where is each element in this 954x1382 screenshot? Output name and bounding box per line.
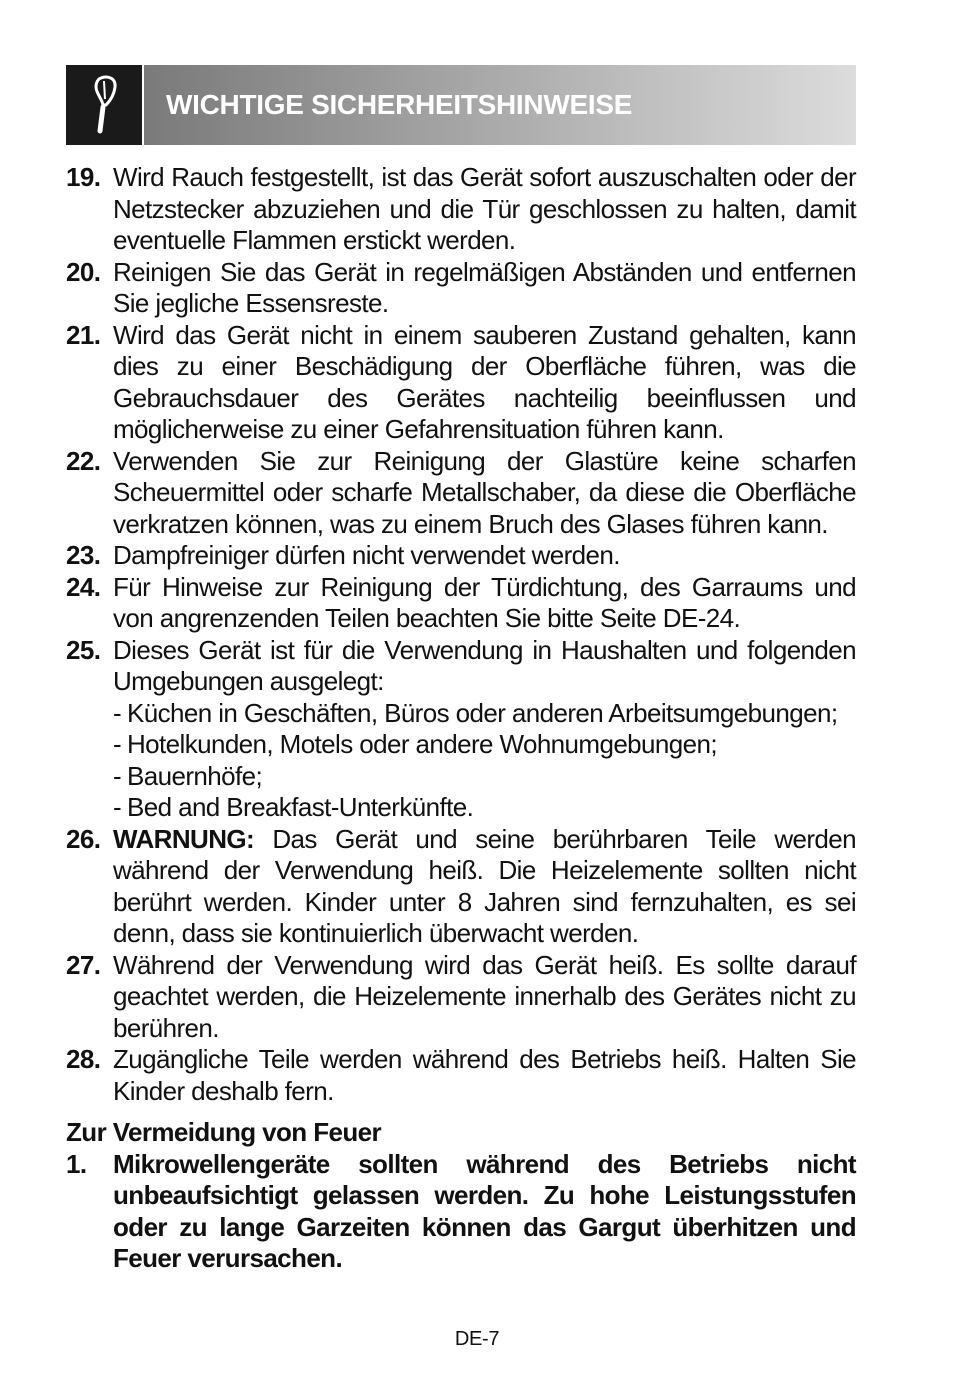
item-text: Dieses Gerät ist für die Verwendung in Haushalten und folgenden Umgebungen ausgelegt: — [113, 634, 856, 696]
list-item — [66, 635, 856, 698]
sub-item-text: Bed and Breakfast-Unterkünfte. — [127, 792, 474, 822]
sub-list-item — [113, 792, 856, 824]
list-item — [66, 162, 856, 257]
fire-section-heading: Zur Vermeidung von Feuer — [66, 1117, 381, 1147]
sub-item-text: Bauernhöfe; — [127, 760, 263, 791]
list-item — [66, 1149, 856, 1275]
list-item — [66, 257, 856, 320]
item-number: 19. — [66, 162, 101, 192]
list-item — [66, 1044, 856, 1107]
header-icon-box — [66, 65, 142, 145]
list-item — [66, 572, 856, 635]
list-item — [66, 446, 856, 541]
item-number: 27. — [66, 949, 101, 980]
section-header — [66, 65, 856, 145]
exclamation-icon — [66, 65, 142, 145]
sub-item-text: Hotelkunden, Motels oder andere Wohnumgebungen; — [127, 729, 717, 759]
item-number: 26. — [66, 823, 101, 854]
page-number: DE-7 — [454, 1328, 500, 1350]
list-item — [66, 950, 856, 1045]
item-text: Verwenden Sie zur Reinigung der Glastüre keine scharfen Scheuermittel oder scharfe Metallschaber, da diese die Oberfläche verkratzen können, was zu einem Bruch des Glases führen kann. — [113, 445, 856, 539]
item-text: Wird das Gerät nicht in einem sauberen Zustand gehalten, kann dies zu einer Beschädigung der Oberfläche führen, was die Gebrauchsdauer des Gerätes nachteilig beeinflussen und möglicherweise zu einer Gefahrensituation führen kann. — [113, 319, 856, 444]
dash-bullet: - — [113, 760, 122, 791]
item-number: 1. — [66, 1148, 87, 1179]
item-number: 23. — [66, 540, 101, 570]
warning-text: Das Gerät und seine berührbaren Teile werden während der Verwendung heiß. Die Heizelemente sollten nicht berührt werden. Kinder unter 8 Jahren sind fernzuhalten, es sei denn, dass sie kontinuierlich überwacht werden. — [113, 823, 856, 948]
item-text: Dampfreiniger dürfen nicht verwendet werden. — [113, 540, 620, 570]
list-item — [66, 824, 856, 950]
item-number: 20. — [66, 256, 101, 287]
sub-list-item — [113, 729, 856, 761]
item-number: 25. — [66, 634, 101, 665]
item-text: Während der Verwendung wird das Gerät heiß. Es sollte darauf geachtet werden, die Heizelemente innerhalb des Gerätes nicht zu berühren. — [113, 949, 856, 1043]
dash-bullet: - — [113, 729, 122, 759]
item-number: 24. — [66, 571, 101, 602]
item-text: Wird Rauch festgestellt, ist das Gerät sofort auszuschalten oder der Netzstecker abzuziehen und die Tür geschlossen zu halten, damit eventuelle Flammen erstickt werden. — [113, 162, 856, 255]
sub-list-item — [113, 761, 856, 793]
item-text — [113, 824, 856, 950]
item-text: Für Hinweise zur Reinigung der Türdichtung, des Garraums und von angrenzenden Teilen beachten Sie bitte Seite DE-24. — [113, 571, 856, 633]
page-title: WICHTIGE SICHERHEITSHINWEISE — [166, 89, 633, 120]
item-text: Reinigen Sie das Gerät in regelmäßigen Abständen und entfernen Sie jegliche Essensreste. — [113, 256, 856, 318]
item-number: 22. — [66, 445, 101, 476]
dash-bullet: - — [113, 792, 122, 822]
warning-label: WARNUNG: — [113, 823, 255, 854]
item-number: 21. — [66, 319, 101, 350]
list-item — [66, 540, 856, 572]
sub-item-text: Küchen in Geschäften, Büros oder anderen Arbeitsumgebungen; — [127, 697, 838, 728]
item-text: Zugängliche Teile werden während des Betriebs heiß. Halten Sie Kinder deshalb fern. — [113, 1044, 856, 1106]
item-number: 28. — [66, 1044, 101, 1074]
list-item — [66, 320, 856, 446]
safety-list — [66, 162, 856, 1275]
item-text: Mikrowellengeräte sollten während des Betriebs nicht unbeaufsichtigt gelassen werden. Zu hohe Leistungsstufen oder zu lange Garzeiten können das Gargut überhitzen und Feuer verursachen. — [113, 1148, 856, 1273]
dash-bullet: - — [113, 697, 122, 728]
sub-list-item — [113, 698, 856, 730]
